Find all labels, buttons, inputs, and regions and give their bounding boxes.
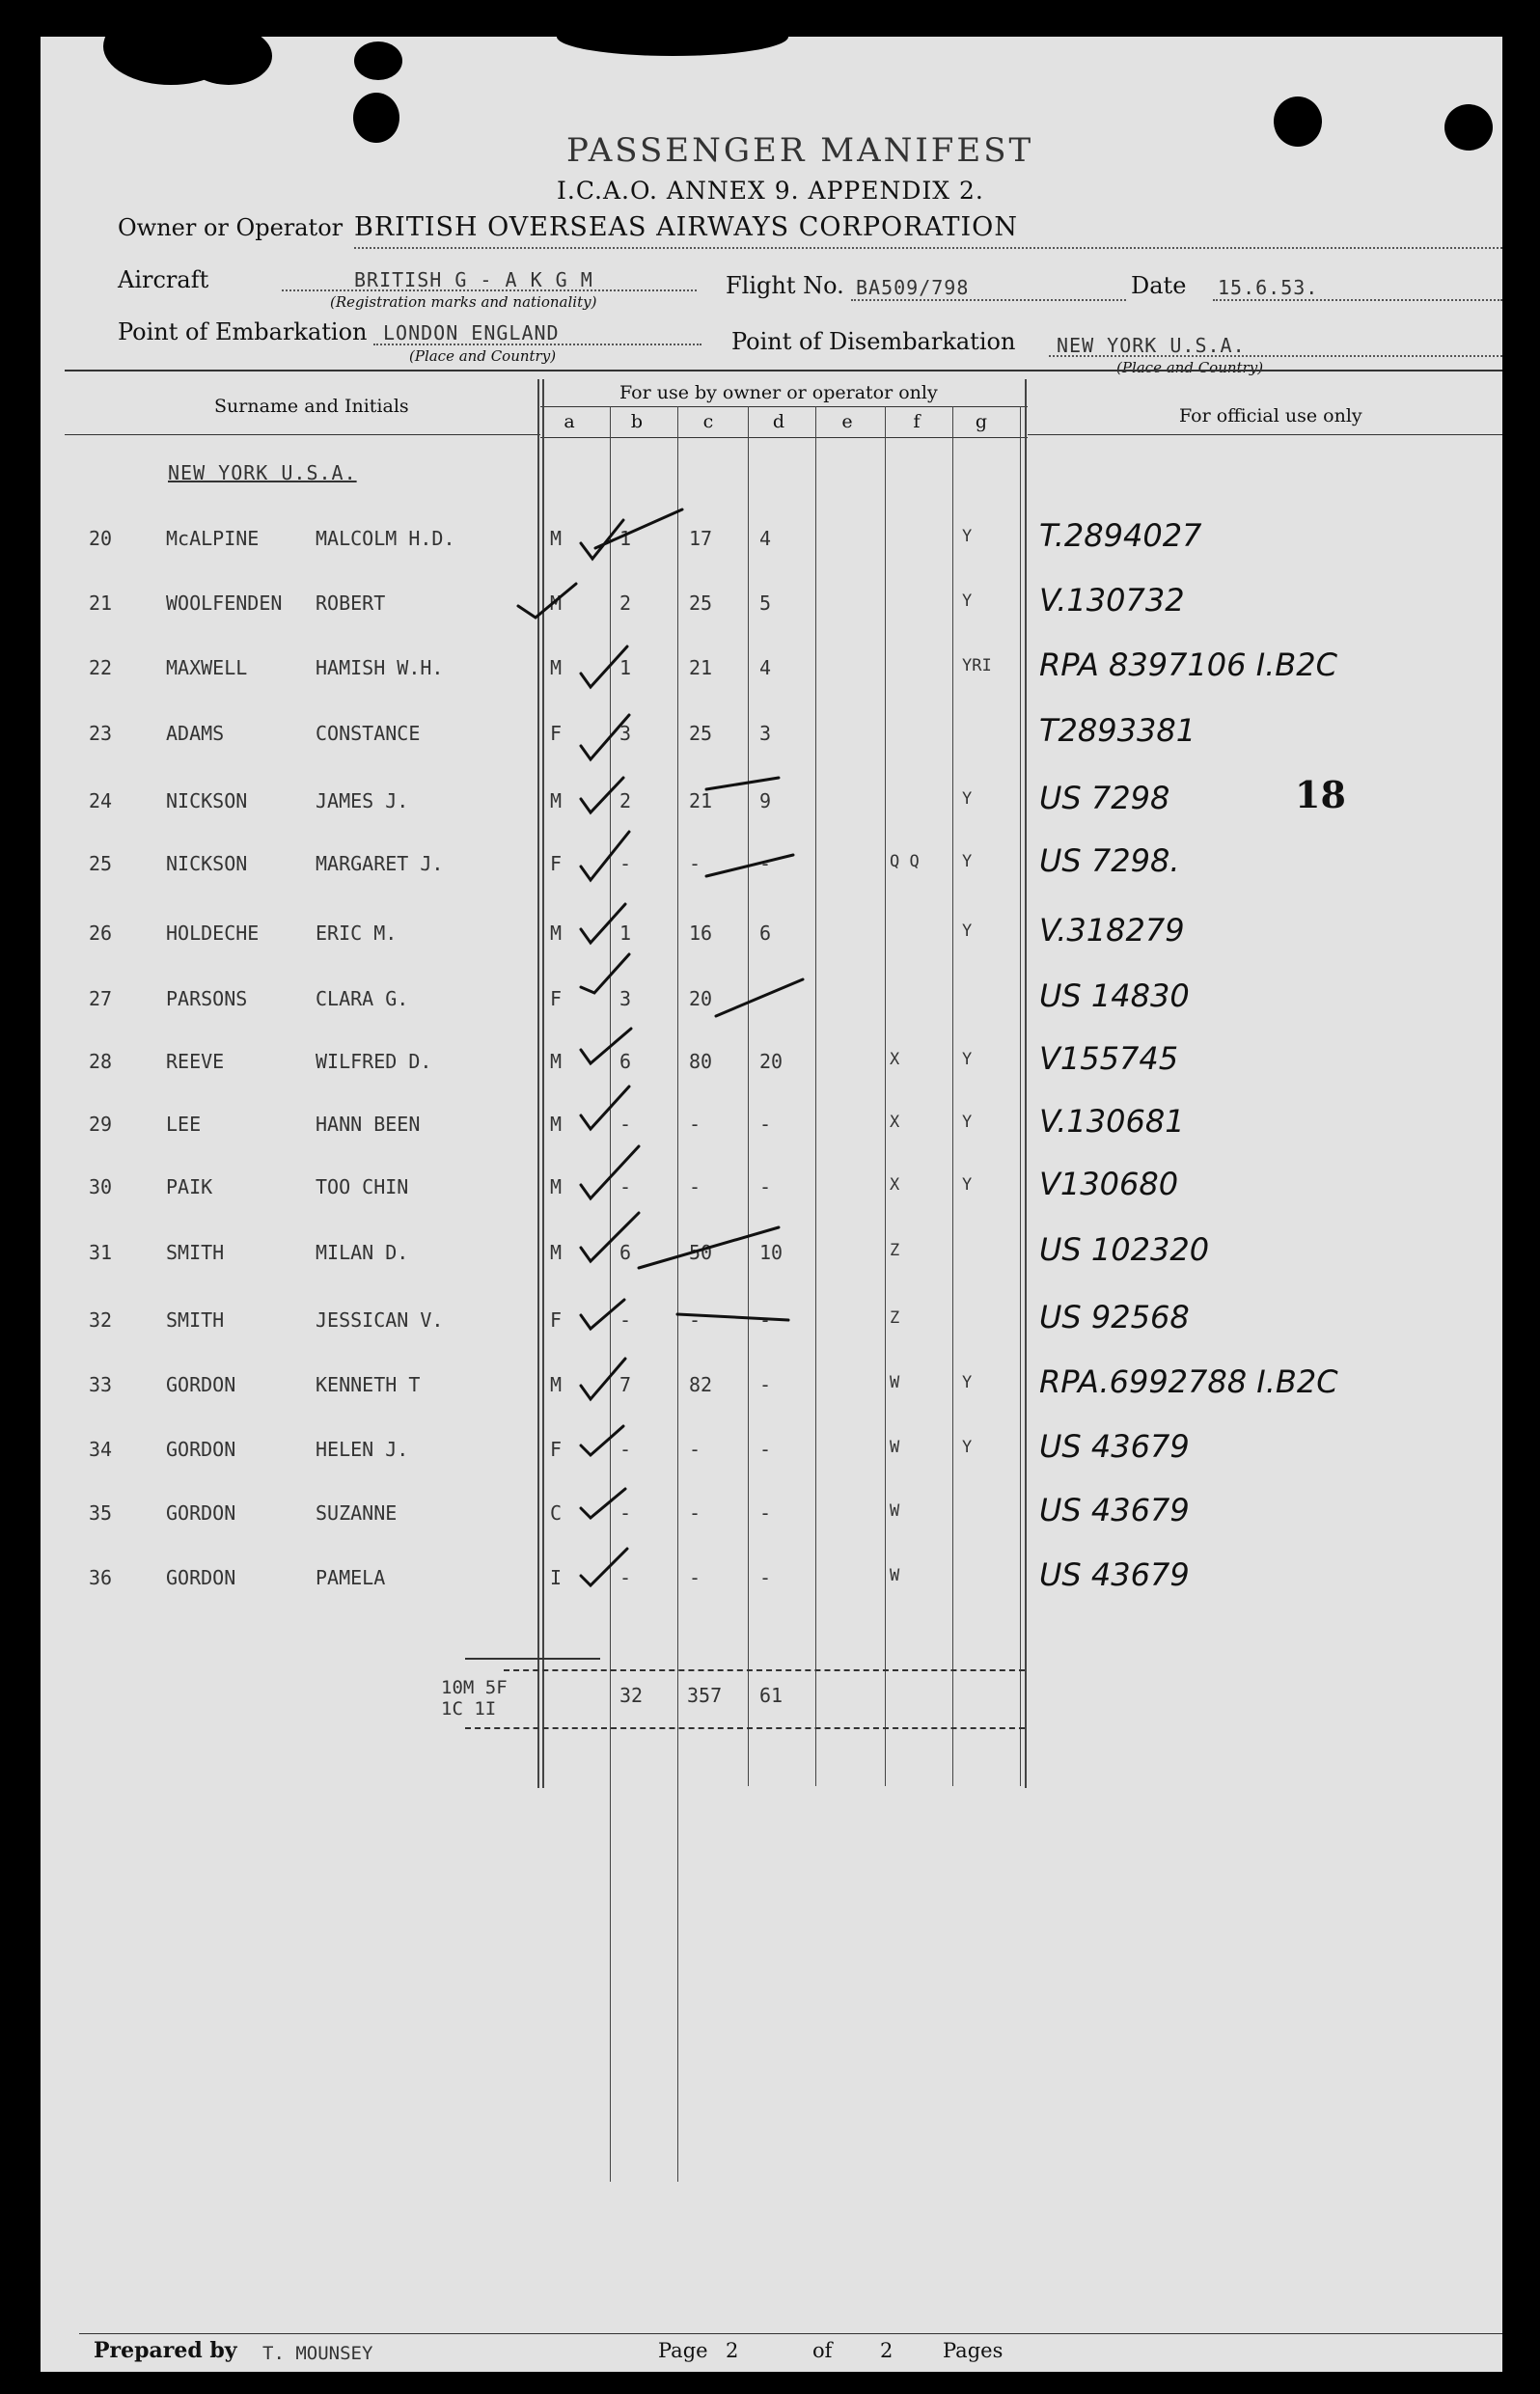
prepared-by-label: Prepared by [94,2338,237,2363]
column-a-header: a [564,411,575,432]
cell-c: - [689,1566,701,1589]
cell-num: 26 [89,922,113,945]
totals-label-top: 10M 5F [441,1677,508,1698]
cell-given: MILAN D. [316,1241,409,1264]
cell-c: 25 [689,592,713,615]
flight-value: BA509/798 [856,276,970,299]
cell-surname: REEVE [166,1050,225,1073]
cell-c: 17 [689,527,713,550]
cell-c: - [689,852,701,875]
aircraft-note: (Registration marks and nationality) [330,293,597,311]
cell-g: Y [962,527,973,546]
cell-a: M [550,1175,563,1198]
cell-b: 6 [619,1050,632,1073]
cell-surname: GORDON [166,1566,236,1589]
official-entry: V.130732 [1039,582,1185,619]
cell-a: M [550,527,563,550]
totals-rule [504,1669,1025,1671]
official-entry: US 43679 [1039,1556,1190,1593]
official-entry: US 14830 [1039,977,1190,1014]
official-entry: RPA.6992788 I.B2C [1039,1363,1338,1400]
cell-num: 34 [89,1438,113,1461]
cell-d: 3 [759,722,772,745]
cell-d: - [759,1175,772,1198]
column-b-header: b [630,411,644,432]
official-entry: T.2894027 [1039,517,1202,554]
cell-d: - [759,1501,772,1525]
cell-num: 25 [89,852,113,875]
cell-b: 1 [619,656,632,679]
owner-value: BRITISH OVERSEAS AIRWAYS CORPORATION [354,212,1018,242]
cell-c: - [689,1113,701,1136]
cell-g: Y [962,592,973,611]
official-entry: US 102320 [1039,1231,1210,1268]
cell-d: - [759,1113,772,1136]
column-g-header: g [975,411,988,432]
column-e-header: e [841,411,853,432]
cell-given: PAMELA [316,1566,386,1589]
cell-given: JESSICAN V. [316,1308,444,1332]
cell-given: MALCOLM H.D. [316,527,455,550]
cell-d: - [759,1308,772,1332]
cell-c: 82 [689,1373,713,1396]
cell-a: F [550,1438,563,1461]
cell-d: 9 [759,789,772,812]
cell-b: - [619,1308,632,1332]
cell-a: I [550,1566,563,1589]
prepared-by-value: T. MOUNSEY [262,2343,373,2364]
page-mark: 18 [1295,773,1346,816]
disembarkation-label: Point of Disembarkation [731,328,1016,355]
cell-d: - [759,1566,772,1589]
cell-num: 32 [89,1308,113,1332]
official-entry: US 7298. [1039,842,1180,879]
flight-label: Flight No. [726,272,844,299]
cell-num: 28 [89,1050,113,1073]
cell-given: KENNETH T [316,1373,421,1396]
cell-d: 20 [759,1050,784,1073]
cell-given: HELEN J. [316,1438,409,1461]
cell-surname: SMITH [166,1308,225,1332]
cell-f: W [890,1501,900,1521]
official-entry: US 43679 [1039,1428,1190,1465]
total-d: 61 [759,1684,784,1707]
cell-num: 27 [89,987,113,1010]
cell-num: 21 [89,592,113,615]
cell-num: 23 [89,722,113,745]
disembarkation-value: NEW YORK U.S.A. [1057,334,1246,357]
official-entry: US 7298 [1039,780,1170,816]
cell-num: 36 [89,1566,113,1589]
cell-surname: NICKSON [166,852,248,875]
embarkation-label: Point of Embarkation [118,318,368,345]
destination-heading: NEW YORK U.S.A. [168,461,357,484]
official-entry: T2893381 [1039,712,1196,749]
cell-a: M [550,592,563,615]
cell-g: Y [962,1175,973,1195]
cell-g: Y [962,852,973,871]
of-value: 2 [880,2339,894,2362]
cell-num: 30 [89,1175,113,1198]
cell-d: 4 [759,656,772,679]
cell-d: 4 [759,527,772,550]
official-entry: V.130681 [1039,1103,1185,1140]
cell-given: MARGARET J. [316,852,444,875]
page-value: 2 [726,2339,739,2362]
aircraft-label: Aircraft [118,266,209,293]
cell-c: - [689,1438,701,1461]
cell-c: - [689,1308,701,1332]
cell-given: ERIC M. [316,922,398,945]
cell-b: 1 [619,922,632,945]
cell-surname: MAXWELL [166,656,248,679]
embarkation-note: (Place and Country) [409,347,557,365]
cell-surname: PARSONS [166,987,248,1010]
cell-given: CONSTANCE [316,722,421,745]
cell-f: X [890,1050,900,1069]
cell-c: 25 [689,722,713,745]
cell-f: Z [890,1241,900,1260]
column-c-header: c [702,411,714,432]
cell-given: HAMISH W.H. [316,656,444,679]
cell-surname: GORDON [166,1438,236,1461]
cell-surname: LEE [166,1113,202,1136]
cell-surname: SMITH [166,1241,225,1264]
cell-a: M [550,1113,563,1136]
column-d-header: d [772,411,785,432]
date-value: 15.6.53. [1218,276,1319,299]
embarkation-value: LONDON ENGLAND [383,321,560,344]
cell-b: 2 [619,592,632,615]
aircraft-value: BRITISH G - A K G M [354,268,593,291]
cell-surname: NICKSON [166,789,248,812]
cell-d: - [759,1373,772,1396]
cell-d: 6 [759,922,772,945]
cell-a: M [550,922,563,945]
official-entry: V155745 [1039,1040,1179,1077]
official-entry: US 43679 [1039,1492,1190,1528]
cell-c: 20 [689,987,713,1010]
cell-given: TOO CHIN [316,1175,409,1198]
manifest-sheet [41,37,1502,2372]
cell-surname: GORDON [166,1501,236,1525]
date-label: Date [1131,272,1187,299]
official-entry: V.318279 [1039,912,1185,949]
cell-g: YRI [962,656,992,675]
cell-num: 33 [89,1373,113,1396]
cell-a: F [550,987,563,1010]
tick-marks [41,37,1502,1774]
cell-a: F [550,722,563,745]
cell-given: SUZANNE [316,1501,398,1525]
cell-b: 2 [619,789,632,812]
cell-surname: PAIK [166,1175,213,1198]
cell-surname: HOLDECHE [166,922,260,945]
cell-b: 7 [619,1373,632,1396]
cell-a: M [550,789,563,812]
cell-surname: ADAMS [166,722,225,745]
cell-g: Y [962,1438,973,1457]
cell-g: Y [962,1113,973,1132]
cell-num: 31 [89,1241,113,1264]
cell-f: Z [890,1308,900,1328]
cell-c: 16 [689,922,713,945]
official-entry: V130680 [1039,1166,1179,1202]
cell-c: 50 [689,1241,713,1264]
cell-given: HANN BEEN [316,1113,421,1136]
totals-label-bottom: 1C 1I [441,1698,497,1720]
cell-b: - [619,1438,632,1461]
total-c: 357 [687,1684,723,1707]
surname-header: Surname and Initials [214,396,409,417]
cell-d: - [759,1438,772,1461]
cell-b: - [619,1501,632,1525]
cell-b: 3 [619,987,632,1010]
cell-g: Y [962,922,973,941]
annex-reference: I.C.A.O. ANNEX 9. APPENDIX 2. [557,177,984,205]
of-label: of [812,2339,833,2362]
cell-a: F [550,1308,563,1332]
manifest-title: PASSENGER MANIFEST [566,131,1034,170]
disembarkation-note: (Place and Country) [1116,359,1264,376]
official-entry: RPA 8397106 I.B2C [1039,647,1337,683]
cell-given: CLARA G. [316,987,409,1010]
cell-num: 20 [89,527,113,550]
cell-d: - [759,852,772,875]
cell-f: W [890,1438,900,1457]
cell-num: 22 [89,656,113,679]
cell-a: C [550,1501,563,1525]
owner-label: Owner or Operator [118,214,344,241]
cell-b: 6 [619,1241,632,1264]
cell-c: - [689,1501,701,1525]
footer-rule [79,2333,1502,2334]
cell-g: Y [962,1373,973,1392]
cell-f: W [890,1566,900,1585]
cell-b: 3 [619,722,632,745]
official-entry: US 92568 [1039,1299,1190,1335]
cell-f: X [890,1175,900,1195]
cell-a: M [550,1373,563,1396]
cell-b: - [619,1113,632,1136]
cell-c: 21 [689,656,713,679]
cell-surname: McALPINE [166,527,260,550]
cell-b: - [619,1566,632,1589]
cell-given: WILFRED D. [316,1050,432,1073]
cell-num: 29 [89,1113,113,1136]
cell-d: 10 [759,1241,784,1264]
totals-rule [465,1658,600,1660]
cell-b: - [619,1175,632,1198]
cell-surname: GORDON [166,1373,236,1396]
cell-a: M [550,656,563,679]
total-b: 32 [619,1684,644,1707]
cell-c: - [689,1175,701,1198]
cell-f: Q Q [890,852,920,871]
cell-g: Y [962,1050,973,1069]
cell-d: 5 [759,592,772,615]
cell-f: X [890,1113,900,1132]
cell-b: - [619,852,632,875]
cell-c: 80 [689,1050,713,1073]
cell-g: Y [962,789,973,809]
page-label: Page [658,2339,708,2362]
cell-num: 35 [89,1501,113,1525]
cell-given: ROBERT [316,592,386,615]
cell-a: M [550,1241,563,1264]
official-header: For official use only [1179,405,1362,427]
cell-given: JAMES J. [316,789,409,812]
totals-bottom-rule [465,1727,1025,1729]
cell-surname: WOOLFENDEN [166,592,283,615]
operator-header: For use by owner or operator only [619,382,938,403]
cell-a: M [550,1050,563,1073]
cell-b: 1 [619,527,632,550]
pages-label: Pages [943,2339,1004,2362]
cell-f: W [890,1373,900,1392]
column-f-header: f [913,411,921,432]
cell-a: F [550,852,563,875]
cell-c: 21 [689,789,713,812]
cell-num: 24 [89,789,113,812]
